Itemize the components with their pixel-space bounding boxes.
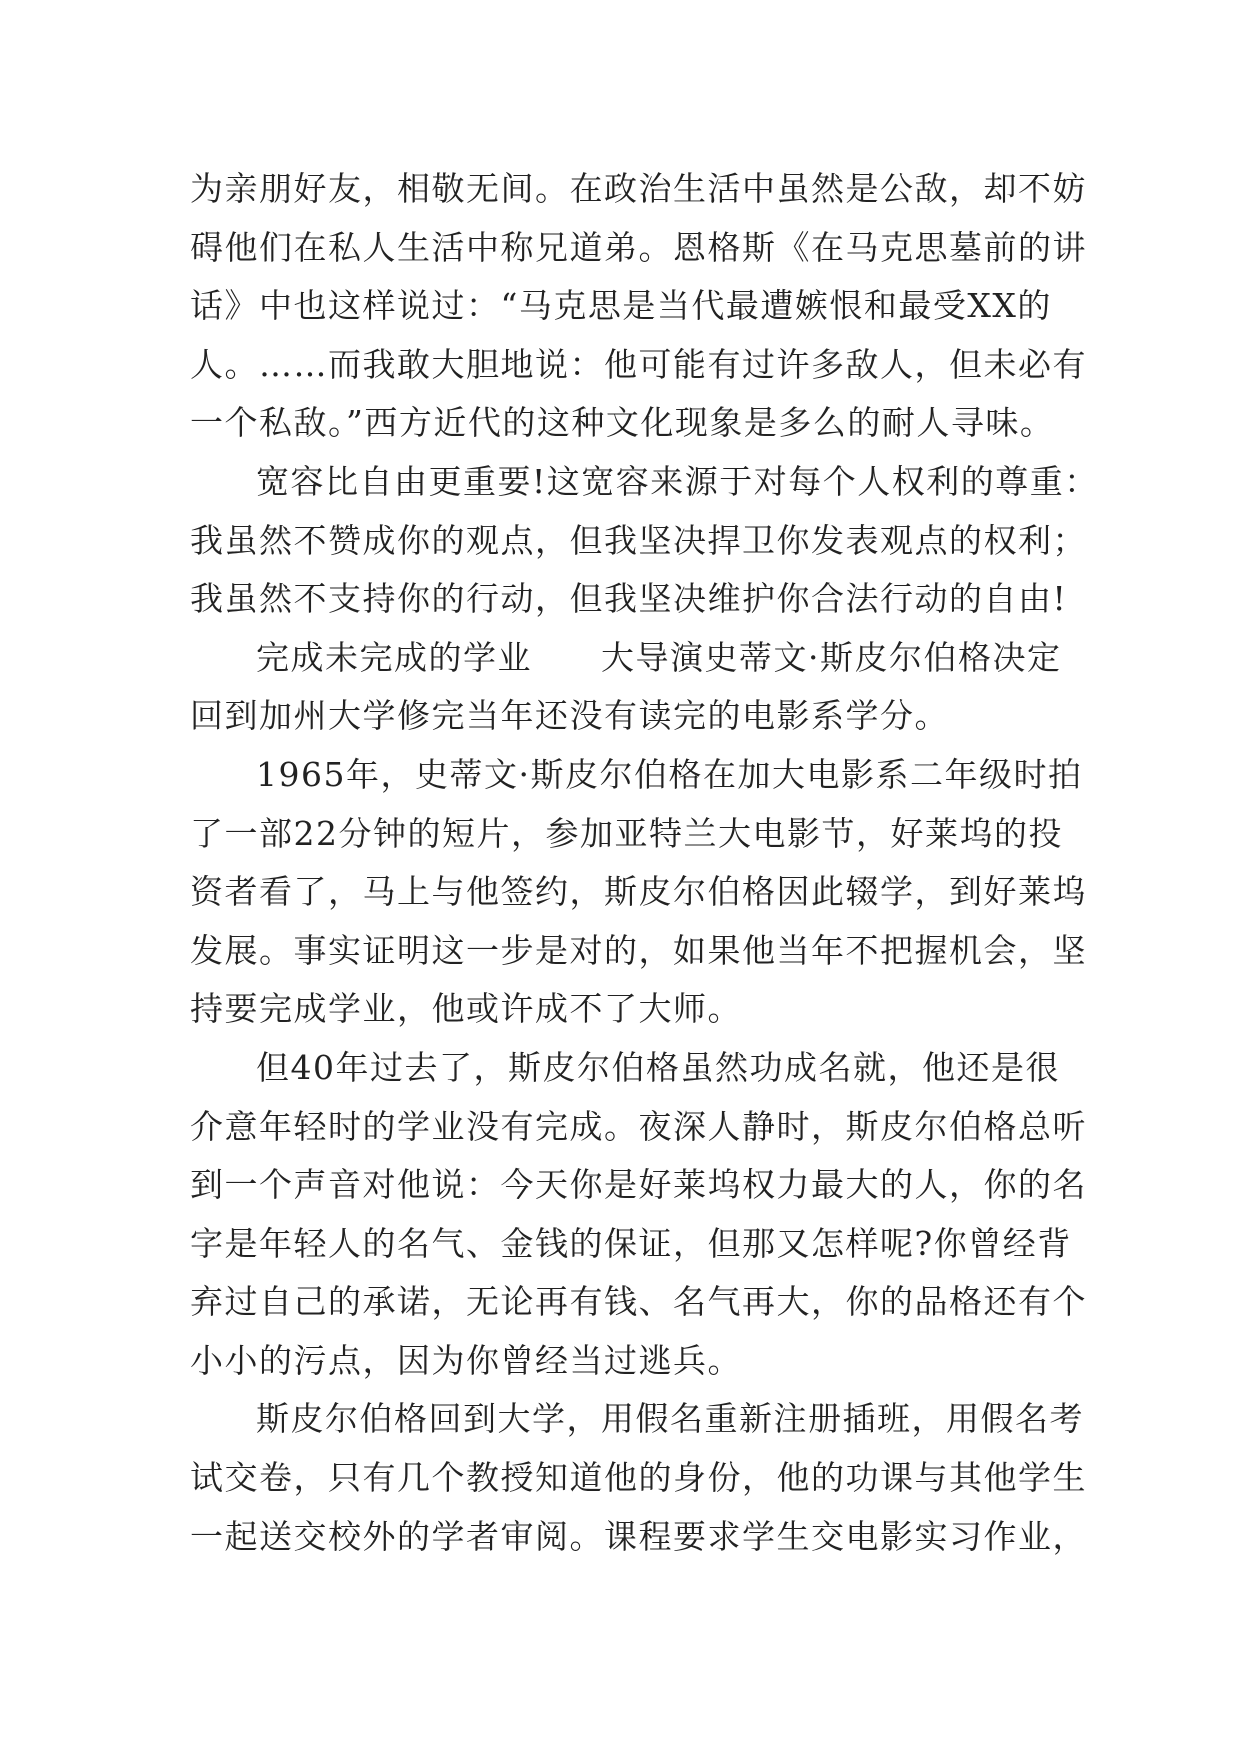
text-line: 一起送交校外的学者审阅。课程要求学生交电影实习作业， [190, 1516, 1087, 1556]
text-line: 为亲朋好友，相敬无间。在政治生活中虽然是公敌，却不妨 [190, 169, 1087, 208]
text-line: 我虽然不支持你的行动，但我坚决维护你合法行动的自由! [190, 579, 1068, 619]
text-line: 资者看了，马上与他签约，斯皮尔伯格因此辍学，到好莱坞 [190, 872, 1087, 912]
text-line: 碍他们在私人生活中称兄道弟。恩格斯《在马克思墓前的讲 [190, 227, 1087, 267]
text-line: 试交卷，只有几个教授知道他的身份，他的功课与其他学生 [190, 1458, 1087, 1498]
paragraph [190, 1390, 1087, 1566]
text-line: 我虽然不赞成你的观点，但我坚决捍卫你发表观点的权利； [190, 520, 1087, 560]
text-line: 到一个声音对他说：今天你是好莱坞权力最大的人，你的名 [190, 1165, 1087, 1205]
paragraph [190, 746, 1087, 1039]
text-line: 发展。事实证明这一步是对的，如果他当年不把握机会，坚 [190, 930, 1087, 970]
text-line: 字是年轻人的名气、金钱的保证，但那又怎样呢?你曾经背 [190, 1223, 1072, 1263]
text-line: 1965年，史蒂文·斯皮尔伯格在加大电影系二年级时拍 [256, 754, 1083, 794]
text-line: 斯皮尔伯格回到大学，用假名重新注册插班，用假名考 [256, 1399, 1084, 1439]
paragraph [190, 160, 1087, 453]
paragraph [190, 453, 1099, 629]
body-text [190, 160, 1099, 1566]
text-line: 弃过自己的承诺，无论再有钱、名气再大，你的品格还有个 [190, 1282, 1087, 1322]
text-line: 回到加州大学修完当年还没有读完的电影系学分。 [190, 696, 949, 736]
text-line: 完成未完成的学业 大导演史蒂文·斯皮尔伯格决定 [256, 637, 1062, 677]
text-line: 了一部22分钟的短片，参加亚特兰大电影节，好莱坞的投 [190, 813, 1063, 853]
text-line: 小小的污点，因为你曾经当过逃兵。 [190, 1340, 742, 1380]
text-line: 持要完成学业，他或许成不了大师。 [190, 989, 742, 1029]
text-line: 但40年过去了，斯皮尔伯格虽然功成名就，他还是很 [256, 1047, 1060, 1087]
text-line: 宽容比自由更重要!这宽容来源于对每个人权利的尊重： [256, 461, 1099, 501]
text-line: 人。……而我敢大胆地说：他可能有过许多敌人，但未必有 [190, 344, 1087, 384]
text-line: 介意年轻时的学业没有完成。夜深人静时，斯皮尔伯格总听 [190, 1106, 1087, 1146]
paragraph [190, 1039, 1087, 1391]
text-line: 一个私敌。”西方近代的这种文化现象是多么的耐人寻味。 [190, 403, 1055, 443]
paragraph [190, 629, 1062, 746]
text-line: 话》中也这样说过：“马克思是当代最遭嫉恨和最受XX的 [190, 286, 1052, 326]
